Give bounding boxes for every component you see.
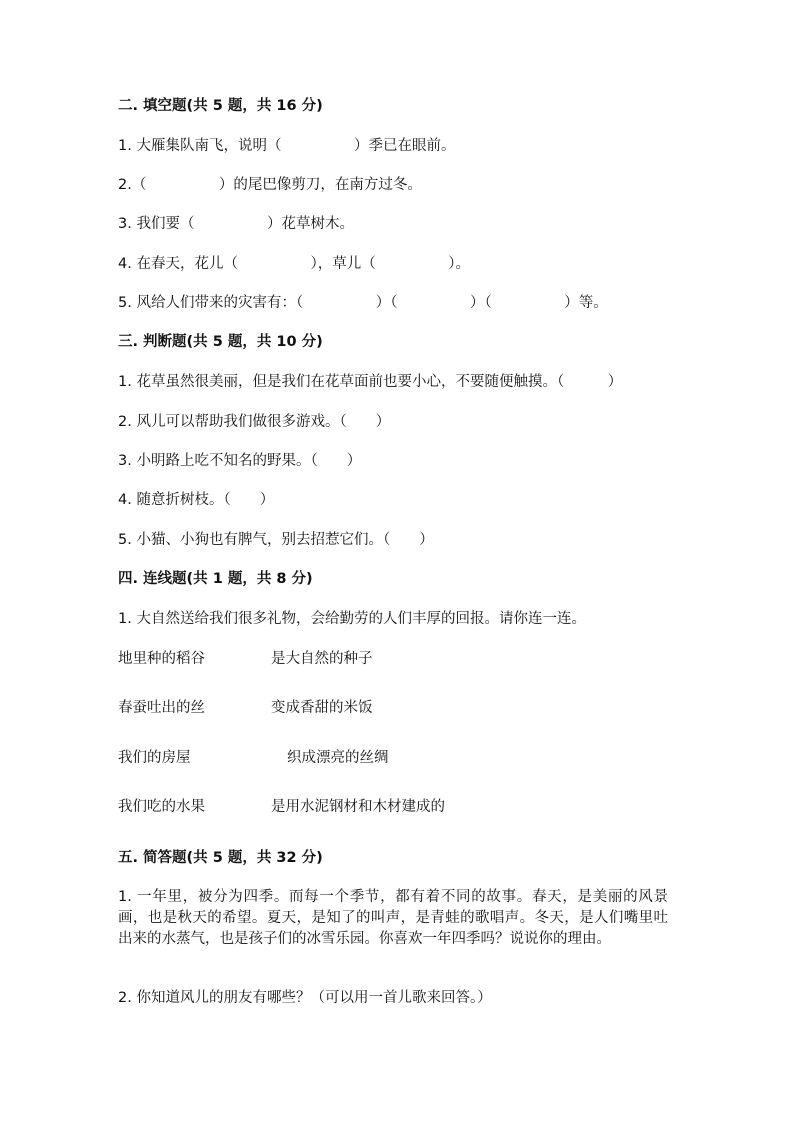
match-left-item: 地里种的稻谷 xyxy=(118,651,205,667)
answer-question-1: 1. 一年里，被分为四季。而每一个季节，都有着不同的故事。春天，是美丽的风景画，也是秋天的希望。夏天，是知了的叫声，是青蛙的歌唱声。冬天，是人们嘴里吐出来的水蒸气，也是孩子们的冰雪乐园。你喜欢一年四季吗？说说你的理由。 xyxy=(118,889,668,947)
fill-question-2: 2.（ ）的尾巴像剪刀，在南方过冬。 xyxy=(118,177,422,193)
fill-question-4: 4. 在春天，花儿（ ），草儿（ ）。 xyxy=(118,256,470,272)
section-4-heading: 四. 连线题(共 1 题，共 8 分) xyxy=(118,571,313,587)
match-left-item: 春蚕吐出的丝 xyxy=(118,700,205,716)
judge-question-2: 2. 风儿可以帮助我们做很多游戏。（ ） xyxy=(118,414,391,430)
judge-question-3: 3. 小明路上吃不知名的野果。（ ） xyxy=(118,453,362,469)
section-5-heading: 五. 简答题(共 5 题，共 32 分) xyxy=(118,850,323,866)
judge-question-4: 4. 随意折树枝。（ ） xyxy=(118,492,275,508)
section-2-heading: 二. 填空题(共 5 题，共 16 分) xyxy=(118,98,323,114)
judge-question-5: 5. 小猫、小狗也有脾气，别去招惹它们。（ ） xyxy=(118,532,434,548)
match-right-item: 是用水泥钢材和木材建成的 xyxy=(271,799,445,815)
match-left-item: 我们吃的水果 xyxy=(118,799,205,815)
match-question-1: 1. 大自然送给我们很多礼物，会给勤劳的人们丰厚的回报。请你连一连。 xyxy=(118,611,586,627)
match-right-item: 是大自然的种子 xyxy=(271,651,373,667)
section-3-heading: 三. 判断题(共 5 题，共 10 分) xyxy=(118,334,323,350)
fill-question-1: 1. 大雁集队南飞，说明（ ）季已在眼前。 xyxy=(118,138,456,154)
match-left-item: 我们的房屋 xyxy=(118,750,191,766)
match-right-item: 织成漂亮的丝绸 xyxy=(287,750,389,766)
fill-question-5: 5. 风给人们带来的灾害有：（ ）（ ）（ ）等。 xyxy=(118,295,608,311)
match-right-item: 变成香甜的米饭 xyxy=(271,700,373,716)
fill-question-3: 3. 我们要（ ）花草树木。 xyxy=(118,216,354,232)
judge-question-1: 1. 花草虽然很美丽，但是我们在花草面前也要小心，不要随便触摸。（ ） xyxy=(118,374,623,390)
answer-question-2: 2. 你知道风儿的朋友有哪些？（可以用一首儿歌来回答。） xyxy=(118,990,492,1006)
